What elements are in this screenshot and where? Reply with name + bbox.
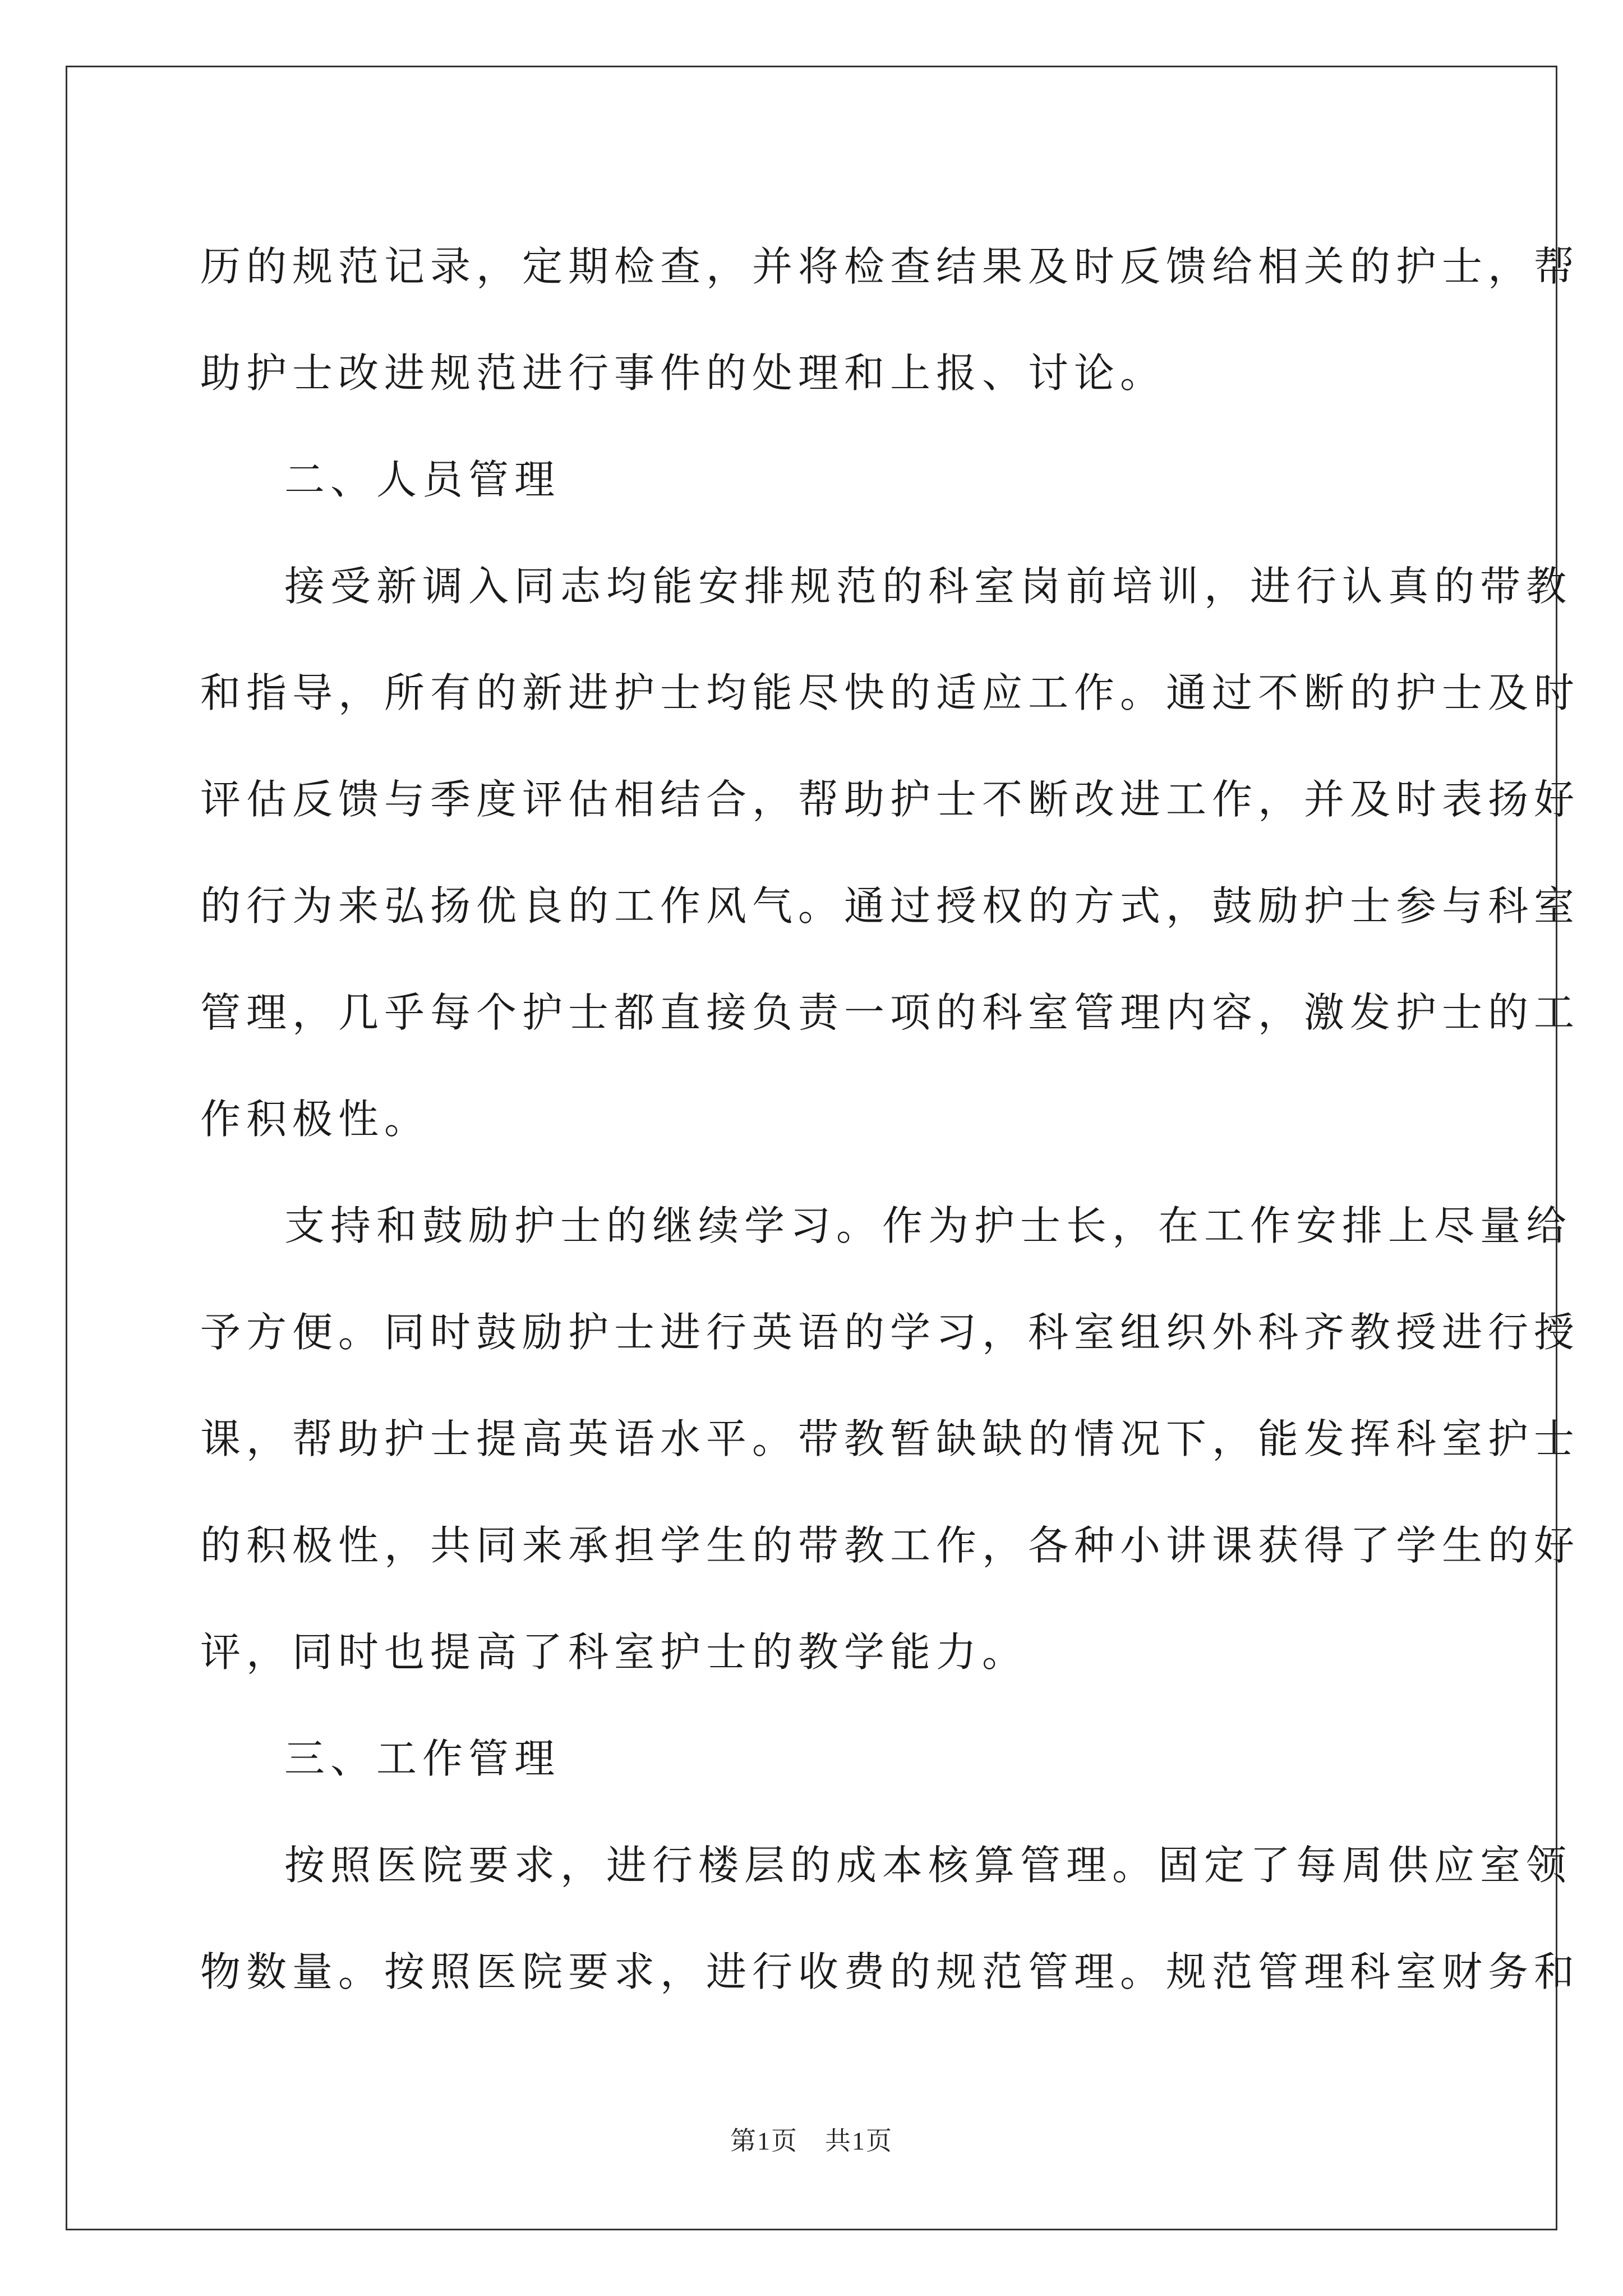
text-line: 作积极性。 [200,1096,431,1143]
text-line: 评，同时也提高了科室护士的教学能力。 [200,1628,1029,1676]
text-line: 按照医院要求，进行楼层的成本核算管理。固定了每周供应室领 [284,1842,1573,1889]
text-line: 予方便。同时鼓励护士进行英语的学习，科室组织外科齐教授进行授 [200,1309,1580,1356]
document-body [200,213,1580,2025]
text-line: 和指导，所有的新进护士均能尽快的适应工作。通过不断的护士及时 [200,669,1580,716]
text-line: 课，帮助护士提高英语水平。带教暂缺缺的情况下，能发挥科室护士 [200,1415,1580,1462]
text-line: 的积极性，共同来承担学生的带教工作，各种小讲课获得了学生的好 [200,1522,1580,1569]
text-line: 的行为来弘扬优良的工作风气。通过授权的方式，鼓励护士参与科室 [200,882,1580,930]
text-line: 物数量。按照医院要求，进行收费的规范管理。规范管理科室财务和 [200,1948,1580,1995]
section-heading-work: 三、工作管理 [284,1735,561,1782]
text-line: 评估反馈与季度评估相结合，帮助护士不断改进工作，并及时表扬好 [200,776,1580,823]
section-heading-personnel: 二、人员管理 [284,456,561,503]
page-footer: 第1页 共1页 [730,2127,893,2155]
text-line: 支持和鼓励护士的继续学习。作为护士长，在工作安排上尽量给 [284,1202,1573,1249]
text-line: 接受新调入同志均能安排规范的科室岗前培训，进行认真的带教 [284,563,1573,610]
text-line: 管理，几乎每个护士都直接负责一项的科室管理内容，激发护士的工 [200,989,1580,1036]
text-line: 助护士改进规范进行事件的处理和上报、讨论。 [200,349,1166,397]
text-line: 历的规范记录，定期检查，并将检查结果及时反馈给相关的护士，帮 [200,243,1580,290]
